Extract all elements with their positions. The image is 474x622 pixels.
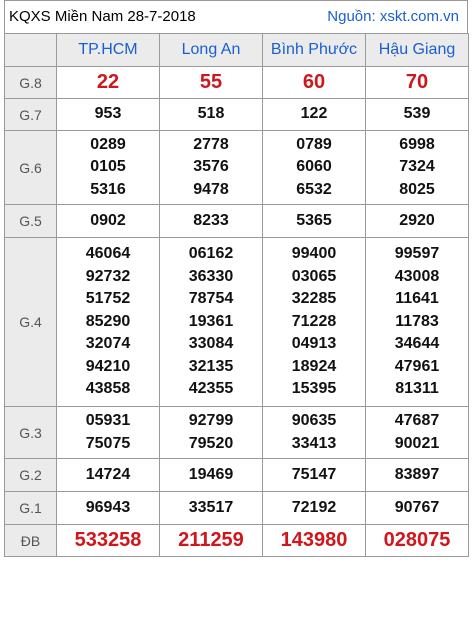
prize-cell [57, 205, 160, 238]
winning-number: 90635 [291, 411, 337, 429]
page-title: KQXS Miền Nam 28-7-2018 [9, 8, 196, 25]
winning-number: 33084 [188, 335, 234, 353]
prize-cell [57, 67, 160, 99]
winning-number: 11783 [395, 312, 439, 330]
prize-cell [366, 492, 469, 525]
winning-number: 51752 [85, 290, 131, 308]
winning-number: 6532 [296, 180, 332, 198]
winning-number: 14724 [85, 465, 131, 483]
prize-cell [263, 205, 366, 238]
winning-number: 92799 [188, 411, 234, 429]
winning-number: 05931 [85, 411, 131, 429]
winning-number: 19361 [188, 312, 234, 330]
winning-number: 18924 [291, 357, 337, 375]
prize-row-g3 [5, 407, 469, 459]
winning-number: 34644 [394, 335, 440, 353]
prize-label: G.8 [5, 67, 57, 99]
prize-cell [160, 99, 263, 131]
winning-number: 0789 [296, 135, 332, 153]
winning-number: 94210 [85, 357, 131, 375]
prize-row-g7 [5, 99, 469, 131]
winning-number: 143980 [280, 529, 348, 552]
winning-number: 47961 [394, 357, 440, 375]
winning-number: 92732 [85, 267, 131, 285]
winning-number: 15395 [291, 380, 337, 398]
winning-number: 90767 [394, 498, 440, 516]
prize-cell [57, 99, 160, 131]
winning-number: 99597 [394, 244, 440, 262]
results-body [5, 67, 469, 557]
prize-label: G.3 [5, 407, 57, 459]
winning-number: 32074 [85, 335, 131, 353]
province-header-hau-giang[interactable]: Hậu Giang [366, 34, 469, 67]
prize-row-g8 [5, 67, 469, 99]
prize-row-special [5, 525, 469, 557]
winning-number: 0105 [90, 158, 126, 176]
winning-number: 11641 [395, 290, 439, 308]
winning-number: 122 [300, 105, 328, 123]
winning-number: 22 [96, 71, 120, 94]
winning-number: 99400 [291, 244, 337, 262]
winning-number: 33517 [188, 498, 234, 516]
prize-cell [57, 131, 160, 205]
winning-number: 518 [197, 105, 225, 123]
prize-row-g5 [5, 205, 469, 238]
prize-cell [263, 131, 366, 205]
prize-cell [263, 492, 366, 525]
winning-number: 6060 [296, 158, 332, 176]
winning-number: 79520 [188, 434, 234, 452]
prize-cell [57, 525, 160, 557]
prize-label: ĐB [5, 525, 57, 557]
prize-row-g2 [5, 459, 469, 492]
prize-label: G.6 [5, 131, 57, 205]
winning-number: 04913 [291, 335, 337, 353]
winning-number: 5365 [296, 211, 332, 229]
prize-label: G.4 [5, 238, 57, 407]
winning-number: 8233 [193, 211, 229, 229]
lottery-results-table [4, 33, 469, 557]
prize-cell [57, 238, 160, 407]
winning-number: 5316 [90, 180, 126, 198]
prize-cell [57, 492, 160, 525]
winning-number: 75075 [85, 434, 131, 452]
prize-cell [366, 459, 469, 492]
winning-number: 60 [302, 71, 326, 94]
winning-number: 96943 [85, 498, 131, 516]
winning-number: 72192 [291, 498, 337, 516]
province-header-binh-phuoc[interactable]: Bình Phước [263, 34, 366, 67]
prize-label: G.1 [5, 492, 57, 525]
winning-number: 533258 [74, 529, 142, 552]
prize-label: G.2 [5, 459, 57, 492]
prize-cell [366, 205, 469, 238]
winning-number: 32135 [188, 357, 234, 375]
winning-number: 75147 [291, 465, 337, 483]
winning-number: 42355 [188, 380, 234, 398]
source-link[interactable]: Nguồn: xskt.com.vn [327, 8, 459, 25]
corner-cell [5, 34, 57, 67]
winning-number: 539 [403, 105, 431, 123]
winning-number: 70 [405, 71, 429, 94]
winning-number: 0902 [90, 211, 126, 229]
prize-cell [160, 131, 263, 205]
prize-cell [366, 525, 469, 557]
province-header-long-an[interactable]: Long An [160, 34, 263, 67]
winning-number: 211259 [178, 529, 244, 552]
prize-label: G.5 [5, 205, 57, 238]
winning-number: 43008 [394, 267, 440, 285]
winning-number: 47687 [394, 411, 440, 429]
prize-cell [366, 131, 469, 205]
prize-row-g4 [5, 238, 469, 407]
prize-label: G.7 [5, 99, 57, 131]
winning-number: 9478 [193, 180, 229, 198]
winning-number: 83897 [394, 465, 440, 483]
results-header [4, 0, 468, 34]
winning-number: 90021 [394, 434, 440, 452]
winning-number: 0289 [90, 135, 126, 153]
winning-number: 19469 [188, 465, 234, 483]
prize-cell [160, 238, 263, 407]
winning-number: 6998 [399, 135, 435, 153]
prize-cell [160, 459, 263, 492]
winning-number: 78754 [188, 290, 234, 308]
winning-number: 81311 [395, 380, 439, 398]
winning-number: 36330 [188, 267, 234, 285]
province-header-row [5, 34, 469, 67]
winning-number: 3576 [193, 158, 229, 176]
prize-cell [263, 238, 366, 407]
prize-cell [160, 492, 263, 525]
winning-number: 03065 [291, 267, 337, 285]
prize-cell [160, 407, 263, 459]
winning-number: 2778 [193, 135, 229, 153]
winning-number: 43858 [85, 380, 131, 398]
winning-number: 06162 [188, 244, 234, 262]
prize-cell [263, 67, 366, 99]
prize-cell [160, 525, 263, 557]
winning-number: 71228 [291, 312, 337, 330]
prize-cell [366, 238, 469, 407]
prize-row-g1 [5, 492, 469, 525]
winning-number: 32285 [291, 290, 337, 308]
prize-cell [263, 99, 366, 131]
prize-cell [57, 407, 160, 459]
winning-number: 953 [94, 105, 122, 123]
prize-cell [57, 459, 160, 492]
winning-number: 7324 [399, 158, 435, 176]
province-header-tphcm[interactable]: TP.HCM [57, 34, 160, 67]
prize-cell [366, 99, 469, 131]
prize-cell [160, 67, 263, 99]
prize-cell [263, 459, 366, 492]
winning-number: 85290 [85, 312, 131, 330]
prize-row-g6 [5, 131, 469, 205]
winning-number: 2920 [399, 211, 435, 229]
winning-number: 46064 [85, 244, 131, 262]
prize-cell [366, 407, 469, 459]
winning-number: 028075 [383, 529, 451, 552]
winning-number: 33413 [291, 434, 337, 452]
prize-cell [263, 525, 366, 557]
prize-cell [160, 205, 263, 238]
prize-cell [366, 67, 469, 99]
winning-number: 8025 [399, 180, 435, 198]
winning-number: 55 [199, 71, 223, 94]
prize-cell [263, 407, 366, 459]
